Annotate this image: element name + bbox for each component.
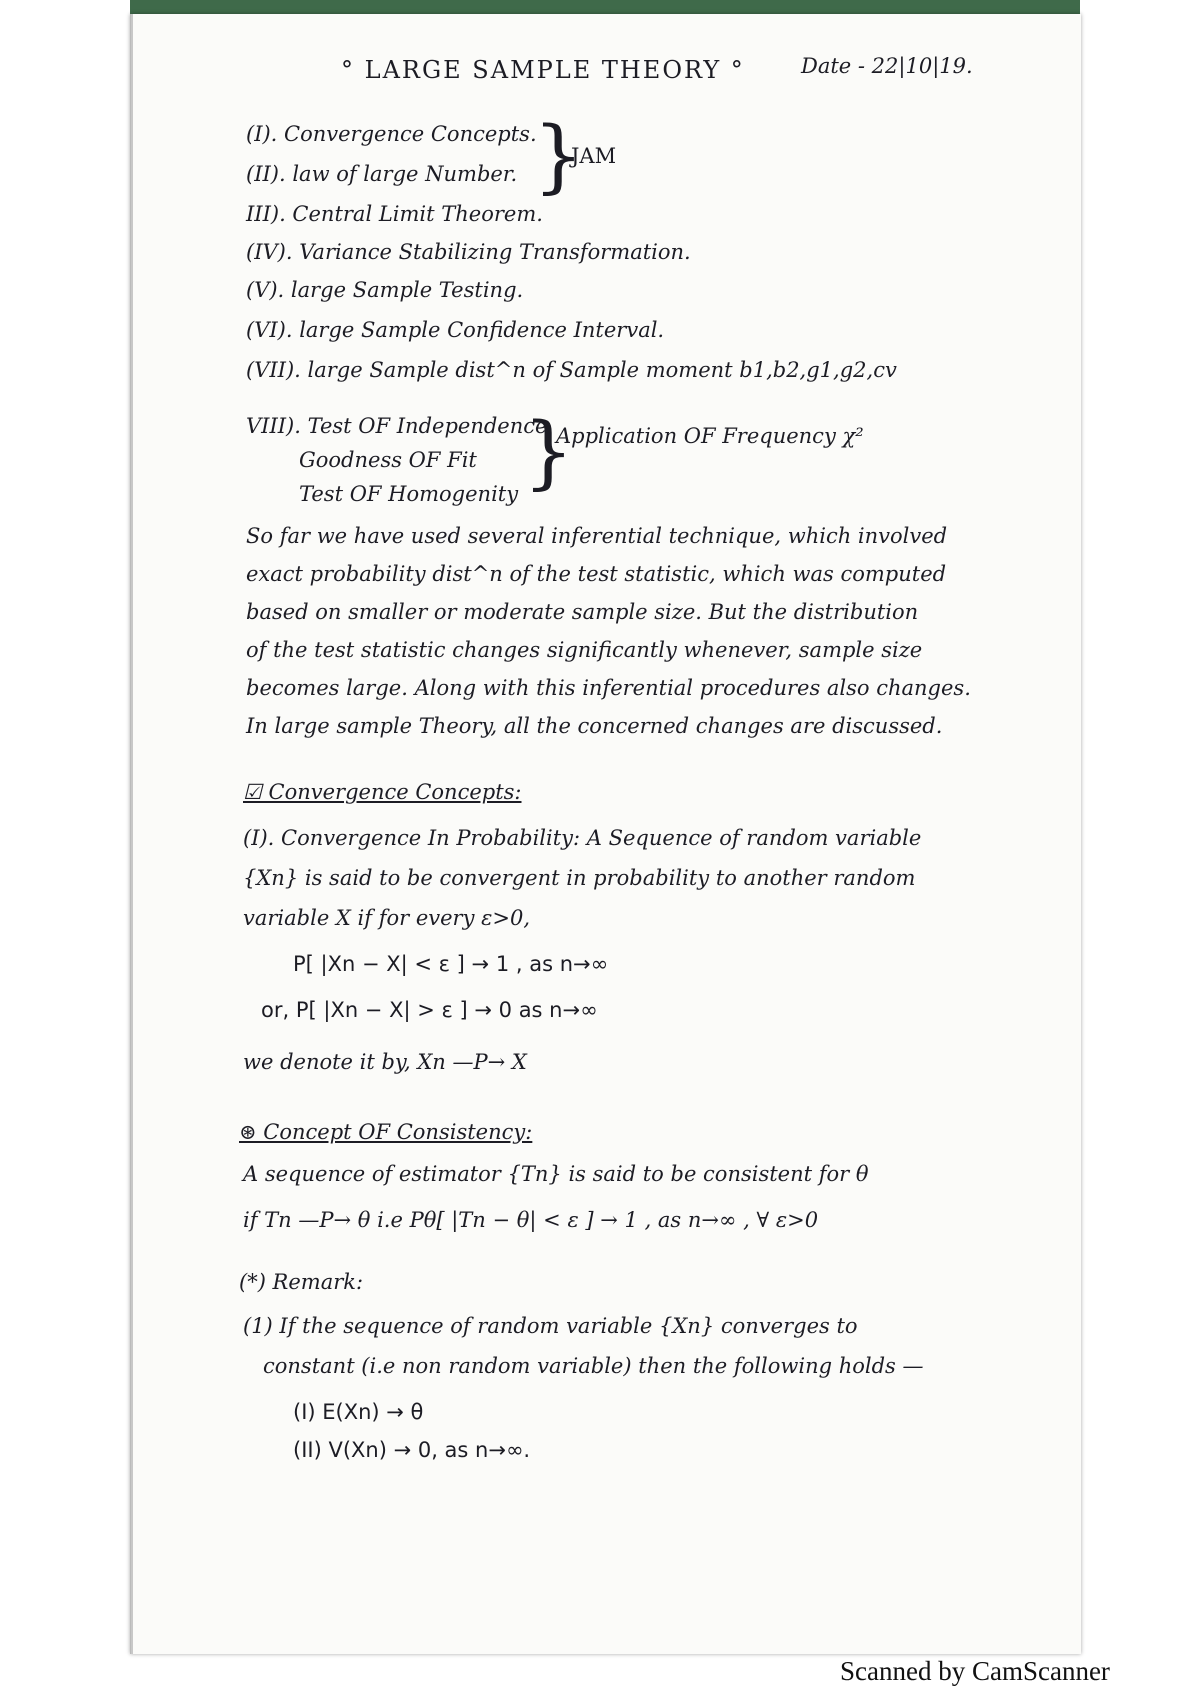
topic-item: III). Central Limit Theorem.: [246, 202, 543, 226]
intro-line: based on smaller or moderate sample size. But the distribution: [246, 600, 919, 624]
topic-item: (VII). large Sample dist^n of Sample moment b1,b2,g1,g2,cv: [246, 358, 897, 382]
definition-line: {Xn} is said to be convergent in probability to another random: [243, 866, 916, 890]
remark-item: (II) V(Xn) → 0, as n→∞.: [293, 1438, 531, 1462]
remark-line: (1) If the sequence of random variable {Xn} converges to: [243, 1314, 858, 1338]
scanner-watermark: Scanned by CamScanner: [840, 1656, 1110, 1686]
remark-item: (I) E(Xn) → θ: [293, 1400, 424, 1424]
viii-item: Goodness OF Fit: [299, 448, 477, 472]
formula: P[ |Xn − X| < ε ] → 1 , as n→∞: [293, 952, 609, 976]
intro-line: So far we have used several inferential technique, which involved: [246, 524, 948, 548]
notebook-page: [130, 14, 1081, 1654]
viii-item: Test OF Homogenity: [299, 482, 519, 506]
section-heading: ⊛ Concept OF Consistency:: [239, 1120, 533, 1144]
formula: or, P[ |Xn − X| > ε ] → 0 as n→∞: [261, 998, 598, 1022]
viii-note: Application OF Frequency χ²: [556, 424, 864, 448]
definition-line: variable X if for every ε>0,: [243, 906, 531, 930]
topic-item: (II). law of large Number.: [246, 162, 518, 186]
intro-line: of the test statistic changes significantly whenever, sample size: [246, 638, 923, 662]
viii-item: VIII). Test OF Independence: [246, 414, 548, 438]
intro-line: exact probability dist^n of the test statistic, which was computed: [246, 562, 947, 586]
definition-line: if Tn —P→ θ i.e Pθ[ |Tn − θ| < ε ] → 1 , as n→∞ , ∀ ε>0: [243, 1208, 819, 1232]
brace-jam: }: [533, 109, 584, 202]
remark-heading: (*) Remark:: [239, 1270, 364, 1294]
section-heading: ☑ Convergence Concepts:: [243, 780, 522, 804]
notation-line: we denote it by, Xn —P→ X: [243, 1050, 527, 1074]
page-date: Date - 22|10|19.: [801, 54, 973, 78]
intro-line: becomes large. Along with this inferential procedures also changes.: [246, 676, 971, 700]
remark-line: constant (i.e non random variable) then the following holds —: [263, 1354, 924, 1378]
margin-line: [131, 14, 133, 1654]
definition-line: (I). Convergence In Probability: A Sequence of random variable: [243, 826, 922, 850]
jam-label: JAM: [571, 144, 617, 168]
brace-viii: }: [523, 405, 574, 498]
topic-item: (I). Convergence Concepts.: [246, 122, 537, 146]
topic-item: (IV). Variance Stabilizing Transformation.: [246, 240, 691, 264]
page-title: ° LARGE SAMPLE THEORY °: [341, 56, 745, 84]
topic-item: (VI). large Sample Confidence Interval.: [246, 318, 665, 342]
topic-item: (V). large Sample Testing.: [246, 278, 524, 302]
intro-line: In large sample Theory, all the concerned changes are discussed.: [246, 714, 943, 738]
definition-line: A sequence of estimator {Tn} is said to be consistent for θ: [243, 1162, 869, 1186]
